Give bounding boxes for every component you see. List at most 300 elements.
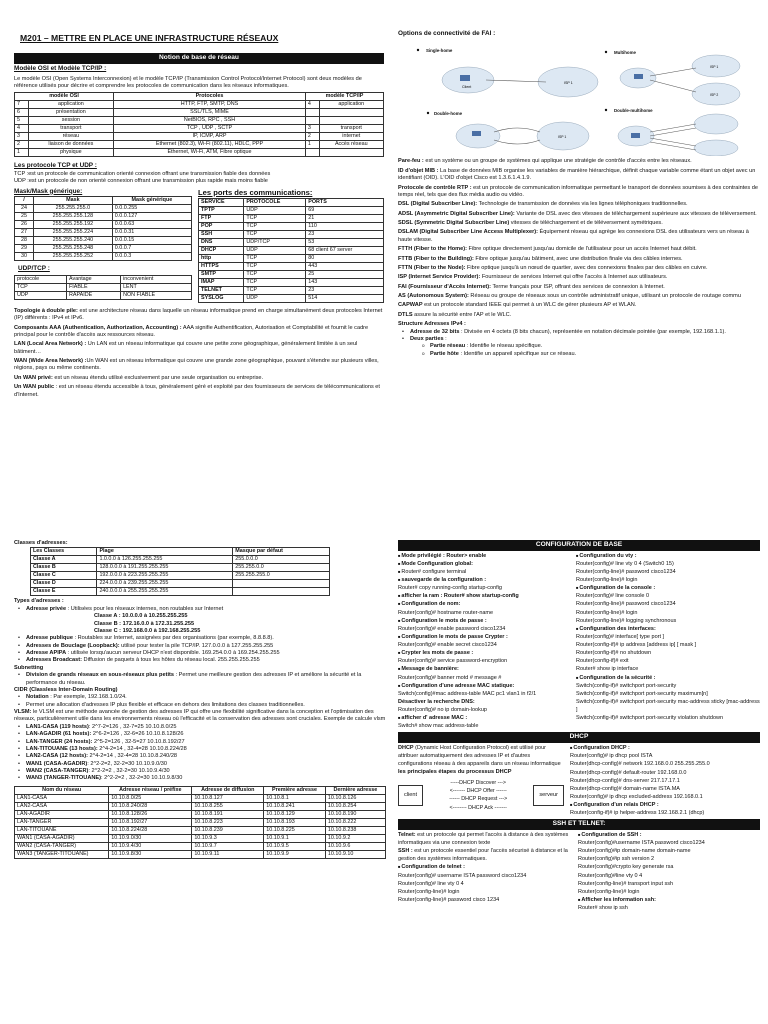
notion-bar: Notion de base de réseau (14, 53, 384, 64)
definition-item: Un WAN public : est un réseau étendu accessible à tous, généralement géré et exploité par des fournisseurs de services de télécommunications et d'Internet. (14, 384, 380, 398)
table-cell: 128.0.0.0 à 191.255.255.255 (97, 564, 233, 572)
table-cell: Classe A (31, 556, 97, 564)
table-cell: UDP (244, 294, 306, 302)
table-cell: 10.10.9.7 (192, 842, 264, 850)
table-cell: 10.10.8.224/28 (109, 826, 192, 834)
table-cell: DNS (199, 238, 244, 246)
osi-col: modèle OSI (15, 93, 114, 101)
classes-col-range: Plage (97, 548, 233, 556)
table-cell: Classe E (31, 588, 97, 596)
table-row (15, 149, 384, 157)
udptcp-col-advantage: Avantage (67, 275, 121, 283)
config-line: ■ Mode privilégié : Router> enable (398, 552, 570, 560)
config-line: ■ Configuration de la console : (576, 584, 760, 592)
table-cell: 27 (15, 229, 34, 237)
table-cell: 255.255.255.0 (233, 572, 330, 580)
private-range-c: Classe C : 192.168.0.0 à 192.168.255.255 (94, 627, 201, 634)
q1-definitions (14, 308, 384, 399)
config-line: Router(config)# line vty 0 4 (Switch0 15) (576, 560, 674, 567)
table-cell: 10.10.8.241 (264, 802, 326, 810)
configuration-section (398, 540, 760, 1014)
table-cell: SYSLOG (199, 294, 244, 302)
table-cell: 6 (15, 109, 29, 117)
udptcp-heading: UDP/TCP : (18, 265, 50, 273)
table-cell: 10.10.9.6 (325, 842, 385, 850)
table-cell: 224.0.0.0 à 239.255.255.255 (97, 580, 233, 588)
table-cell: LAN2-CASA (15, 802, 109, 810)
table-cell: 10.10.9.9 (264, 850, 326, 858)
udptcp-col-protocol: protocole (15, 275, 67, 283)
table-cell: 10.10.8.0/25 (109, 794, 192, 802)
dhcp-process-diagram (398, 779, 564, 812)
table-cell (305, 117, 319, 125)
table-row (31, 580, 330, 588)
table-row (15, 109, 384, 117)
definition-item: WAN (Wide Area Network) :Un WAN est un réseau informatique qui couvre une grande zone géographique, pouvant s'étendre sur plusieurs villes, régions, pays ou même continents. (14, 358, 379, 372)
private-range-a: Classe A : 10.0.0.0 à 10.255.255.255 (94, 613, 188, 620)
definition-item: FTTB (Fiber to the Building): Fibre optique jusqu'au bâtiment, avec une distribution finale via des câbles internes. (398, 255, 683, 262)
dhcp-definition: DHCP (Dynamic Host Configuration Protocol) est utilisé pour attribuer automatiquement des adresses IP et d'autres configurations réseau à des appareils dans un réseau informatique (398, 745, 561, 768)
config-line: ■ Configuration de telnet : (398, 863, 572, 871)
topo-single-home: Single-home (426, 48, 453, 54)
config-line: Router(config)# hostname router-name (398, 609, 494, 616)
config-line: ■ Crypter les mots de passe : (398, 649, 570, 657)
table-cell: UDP/TCP (244, 238, 306, 246)
table-cell: 10.10.9.0/30 (109, 834, 192, 842)
definition-item: Protocole de contrôle RTP : est un protocole de communication informatique permettant le transport de données soumises à des contraintes de temps réel, tels que des flux média audio ou vidéo. (398, 184, 758, 198)
table-cell: TELNET (199, 286, 244, 294)
table-cell (233, 588, 330, 596)
config-line: Router(config-line)# login (576, 609, 638, 616)
definition-item: CAPWAP est un protocole standard IEEE qui permet à un WLC de gérer plusieurs AP et WLAN. (398, 302, 637, 309)
mask-col-prefix: / (15, 197, 34, 205)
table-cell: 10.10.8.223 (192, 818, 264, 826)
dhcp-discover: -----DHCP Discover ---> (450, 779, 507, 786)
cidr-heading: CIDR (Classless Inter-Domain Routing) (14, 686, 118, 693)
table-cell: physique (28, 149, 113, 157)
config-line: Router(config)# line console 0 (576, 593, 650, 600)
table-row (199, 214, 384, 222)
table-cell: Ethernet (802.3), Wi-Fi (802.11), HDLC, PPP (114, 141, 306, 149)
definition-item: SDSL (Symmetric Digital Subscriber Line) vitesses de téléchargement et de téléversement symétriques. (398, 220, 663, 227)
table-cell: SSH (199, 230, 244, 238)
config-line: ■ Mode Configuration global: (398, 560, 570, 568)
isp-label: ISP 1 (564, 81, 573, 86)
table-row (15, 253, 192, 261)
table-cell: 25 (15, 213, 34, 221)
config-line: ■ Configuration le mots de passe : (398, 617, 570, 625)
ipv4-parts: • Deux parties : (398, 336, 760, 343)
table-cell: transport (28, 125, 113, 133)
subnetting-text: • Division de grands réseaux en sous-réseaux plus petits : Permet une meilleure gestion des adresses IP et améliore la sécurité et la performance du réseau. (14, 672, 386, 687)
table-cell: 10.10.9.3 (192, 834, 264, 842)
table-cell: 21 (306, 214, 384, 222)
table-cell: TPTP (199, 206, 244, 214)
isp-label: ISP 2 (710, 93, 719, 98)
config-line: Switch(config)#mac address-table MAC pc1 vlan1 in f2/1 (398, 690, 537, 697)
config-line: Switch# show mac address-table (398, 723, 479, 730)
list-item: • Adresse APIPA : utilisée lorsqu'aucun serveur DHCP n'est disponible. 169.254.0.0 à 169.254.255.255 (14, 650, 386, 657)
table-cell: SMTP (199, 270, 244, 278)
table-row (15, 802, 386, 810)
table-cell: 4 (15, 125, 29, 133)
vlsm-table (14, 786, 386, 859)
table-cell: 10.10.8.193 (264, 818, 326, 826)
config-line: Router(config-line)# logging synchronous (576, 617, 677, 624)
subnetting-heading: Subnetting (14, 664, 44, 671)
list-item: • Adresse publique : Routables sur Internet, assignées par des organisations (par exemple, 8.8.8.8). (14, 635, 386, 642)
table-row (199, 230, 384, 238)
table-cell: 10.10.8.127 (192, 794, 264, 802)
dhcp-offer: <------- DHCP Offer ------ (449, 788, 507, 795)
table-cell: LAN1-CASA (15, 794, 109, 802)
definition-item: DSL (Digital Subscriber Line): Technologie de transmission de données via les lignes téléphoniques traditionnelles. (398, 201, 688, 208)
config-line: Router(config-if)# ip address [address ip] [ mask ] (576, 642, 697, 649)
config-line: Router(config)# banner motd # message # (398, 674, 502, 681)
table-cell: 10.10.8.126 (325, 794, 385, 802)
telnet-config (398, 863, 572, 904)
bullet-icon (605, 109, 607, 111)
ssh-config-column (578, 831, 760, 912)
table-cell (319, 117, 383, 125)
table-row (15, 834, 386, 842)
config-line: ■ afficher la ram : Router# show startup-config (398, 592, 570, 600)
table-cell: 53 (306, 238, 384, 246)
config-line: Router(config-line)# password cisco 1234 (398, 896, 500, 903)
config-line: Switch(config-if)# switchport port-security (576, 682, 677, 689)
table-cell: TCP (244, 270, 306, 278)
dhcp-server-box: serveur (533, 785, 564, 806)
table-cell: 10.10.9.2 (325, 834, 385, 842)
list-item: • LAN-TANGER (24 hosts): 2^5-2=126 , 32-5=27 10.10.8.192/27 (14, 739, 386, 746)
config-right-column (576, 552, 760, 731)
table-cell: 29 (15, 245, 34, 253)
table-cell: 255.0.0.0 (233, 556, 330, 564)
table-cell: 10.10.8.254 (325, 802, 385, 810)
config-line: Router(dhcp-config)# dns-server 217.17.17.1 (570, 777, 680, 784)
ssh-definition: SSH : est un protocole essentiel pour l'accès sécurisé à distance et la gestion des systèmes informatiques. (398, 848, 568, 863)
list-item: • LAN1-CASA (119 hosts): 2^7-2=126 , 32-7=25 10.10.8.0/25 (14, 724, 386, 731)
config-line: ■ sauvegarde de la configuration : (398, 576, 570, 584)
table-cell: TCP (244, 262, 306, 270)
table-cell (319, 109, 383, 117)
udp-definition: UDP :est un protocole de non orienté connexion offrant une transmission plus rapide mais moins fiable (14, 178, 268, 185)
q2-definitions (398, 158, 760, 319)
definition-item: Topologie à double pile: est une architecture réseau dans laquelle un réseau informatique prend en charge simultanément deux protocoles Internet (IP) différents : IPv4 et IPv6. (14, 307, 383, 322)
table-cell: http (199, 254, 244, 262)
table-cell: 10.10.9.11 (192, 850, 264, 858)
config-line: ■ Afficher les information ssh: (578, 896, 760, 904)
definition-item: FAI (Fournisseur d'Accès Internet): Terme français pour ISP, offrant des services de connexion à Internet. (398, 283, 665, 290)
config-line: Router(config)# interface[ type port ] (576, 633, 665, 640)
table-cell (233, 580, 330, 588)
private-ranges (14, 613, 386, 635)
ports-col-service: SERVICE (199, 198, 244, 206)
isp-cloud-icon (694, 140, 738, 156)
table-row (15, 850, 386, 858)
config-line: Router(config)# ip dhcp pool ISTA (570, 753, 653, 760)
table-row (15, 205, 192, 213)
table-cell: 69 (306, 206, 384, 214)
table-cell: 2 (305, 133, 319, 141)
definition-item: DSLAM (Digital Subscriber Line Access Multiplexer): Équipement réseau qui agrège les connexions DSL des utilisateurs vers un réseau à haute vitesse. (398, 229, 749, 243)
classes-table (30, 547, 330, 596)
dhcp-config-column (570, 744, 760, 817)
list-item: • LAN-AGADIR (61 hosts): 2^6-2=126 , 32-6=26 10.10.8.128/26 (14, 731, 386, 738)
config-line: Router(config)# ip dhcp excluded-address 192.168.0.1 (570, 793, 703, 800)
telnet-definition: Telnet: est un protocole qui permet l'accès à distance à des systèmes informatiques via une connexion texte (398, 831, 569, 847)
table-cell: TCP (244, 286, 306, 294)
config-line: Router(config)# enable password cisco1234 (398, 625, 506, 632)
table-cell: Classe B (31, 564, 97, 572)
definition-item: DTLS assure la sécurité entre l'AP et le WLC. (398, 311, 512, 318)
mask-heading: Mask/Mask générique: (14, 187, 83, 195)
config-line: Router(config)#line vty 0 4 (578, 872, 643, 879)
table-cell: 7 (15, 101, 29, 109)
table-cell: NON FIABLE (121, 291, 192, 299)
table-row (15, 117, 384, 125)
table-cell: 0.0.0.3 (112, 253, 191, 261)
dhcp-ack: <-------- DHCP Ack ------- (449, 804, 507, 811)
table-cell: 10.10.8.222 (325, 818, 385, 826)
table-cell: 10.10.8.1 (264, 794, 326, 802)
table-cell: 5 (15, 117, 29, 125)
table-cell: 255.255.255.0 (34, 205, 113, 213)
table-cell: 255.255.255.252 (34, 253, 113, 261)
config-line: Router(config-line)# password cisco1234 (576, 601, 676, 608)
config-line: Switch(config-if)# switchport port-security violation shutdown (576, 715, 724, 722)
ipv4-network-part: o Partie réseau : Identifie le réseau spécifique. (398, 343, 760, 350)
vlsm-col-broadcast: Adresse de diffusion (192, 786, 264, 794)
classes-col-mask: Masque par défaut (233, 548, 330, 556)
table-row (15, 245, 192, 253)
config-line: Router(config)#crypto key generate rsa (578, 864, 674, 871)
config-line: Router(config)#ip domain-name domain-name (578, 848, 691, 855)
config-line: ■ Configuration de SSH : (578, 831, 760, 839)
list-item: • WAN2 (CASA-TANGER): 2^2-2=2 , 32-2=30 10.10.9.4/30 (14, 768, 386, 775)
ports-table (198, 198, 384, 303)
table-row (15, 826, 386, 834)
table-cell: 3 (305, 125, 319, 133)
table-cell: UDP (15, 291, 67, 299)
table-cell: Classe D (31, 580, 97, 588)
table-cell: internet (319, 133, 383, 141)
list-item: • WAN1 (CASA-AGADIR): 2^2-2=2, 32-2=30 10.10.9.0/30 (14, 761, 386, 768)
table-row (31, 564, 330, 572)
table-cell (305, 109, 319, 117)
table-cell: 0.0.0.31 (112, 229, 191, 237)
table-cell: 255.255.255.192 (34, 221, 113, 229)
protocols-col: Protocoles (114, 93, 306, 101)
vlsm-col-name: Nom du réseau (15, 786, 109, 794)
config-line: Router(config-line)# login (578, 888, 640, 895)
config-line: Router(dhcp-config)# default-router 192.168.0.0 (570, 769, 687, 776)
config-line: ■ Configuration du vty : (576, 552, 760, 560)
config-bar: CONFIGURATION DE BASE (398, 540, 760, 551)
table-cell: 192.0.0.0 à 223.255.255.255 (97, 572, 233, 580)
table-cell: présentation (28, 109, 113, 117)
table-cell: 10.10.8.225 (264, 826, 326, 834)
table-cell: 255.255.255.248 (34, 245, 113, 253)
definition-item: AS (Autonomous System): Réseau ou groupe de réseaux sous un contrôle administratif unique, utilisant un protocole de routage commu (398, 293, 741, 300)
table-cell: 10.10.8.238 (325, 826, 385, 834)
table-cell: 23 (306, 230, 384, 238)
router-icon (460, 75, 470, 81)
config-line: ■ Message de bannière: (398, 665, 570, 673)
list-item: • Adresses Broadcast: Diffusion de paquets à tous les hôtes du réseau local. 255.255.255.255 (14, 657, 386, 664)
table-cell: IP, ICMP, ARP (114, 133, 306, 141)
address-types (14, 635, 386, 665)
list-item: • LAN-TITOUANE (13 hosts): 2^4-2=14 , 32-4=28 10.10.8.224/28 (14, 746, 386, 753)
definition-item: LAN (Local Area Network) : Un LAN est un réseau informatique qui couvre une petite zone géographique, généralement limitée à un seul bâtiment… (14, 341, 358, 355)
table-cell: 26 (15, 221, 34, 229)
table-cell: application (28, 101, 113, 109)
config-line: Router(config)# enable secret cisco1234 (398, 642, 497, 649)
config-line: Désactiver la recherche DNS: (398, 698, 475, 705)
definition-item: ISP (Internet Service Provider): Fournisseur de services Internet qui offre l'accès à Internet aux utilisateurs. (398, 274, 668, 281)
table-cell: WAN3 (TANGER-TITOUANE) (15, 850, 109, 858)
table-row (199, 238, 384, 246)
table-cell: 10.10.9.1 (264, 834, 326, 842)
config-line: Router(config)# username ISTA password cisco1234 (398, 872, 527, 879)
table-cell: 10.10.8.239 (192, 826, 264, 834)
ipv4-host-part: o Partie hôte : Identifie un appareil spécifique sur ce réseau. (398, 351, 760, 358)
classes-col-class: Les Classes (31, 548, 97, 556)
config-line: ■ Configuration de la sécurité : (576, 674, 760, 682)
config-line: ■ Configuration d'un relais DHCP : (570, 801, 760, 809)
client-label: Client (462, 85, 472, 90)
table-cell: session (28, 117, 113, 125)
cidr-flexibility: • Permet une allocation d'adresses IP plus flexible et efficace en dehors des limitations des classes traditionnelles. (14, 702, 386, 709)
table-row (199, 222, 384, 230)
addressing-section (14, 540, 386, 1016)
vlsm-col-last: Dernière adresse (325, 786, 385, 794)
config-line: ■ Configuration d'une adresse MAC statique: (398, 682, 570, 690)
table-cell: 24 (15, 205, 34, 213)
table-cell: 143 (306, 278, 384, 286)
table-cell: LAN-TITOUANE (15, 826, 109, 834)
isp-label: ISP 1 (558, 135, 567, 140)
config-line: Router# show ip interface (576, 666, 639, 673)
definition-item: ID d'objet MIB : La base de données MIB organise les variables de manière hiérarchique, définit chaque variable comme étant un objet avec un identifiant (OID). L'OID d'objet Cisco est 1.3.6.1.4.1.9. (398, 167, 756, 182)
table-cell: TCP , UDP , SCTP (114, 125, 306, 133)
table-cell: FTP (199, 214, 244, 222)
config-line: ■ afficher d' adresse MAC : (398, 714, 570, 722)
private-address: • Adresse privée : Utilisées pour les réseaux internes, non routables sur Internet (14, 606, 386, 613)
table-row (199, 262, 384, 270)
table-row (15, 133, 384, 141)
table-row (15, 810, 386, 818)
table-cell: 10.10.8.240/28 (109, 802, 192, 810)
router-icon (634, 74, 643, 79)
table-cell: 10.10.8.128/26 (109, 810, 192, 818)
table-cell: Ethernet, Wi-Fi, ATM, Fibre optique (114, 149, 306, 157)
table-cell (319, 149, 383, 157)
isp-topology-diagram (398, 38, 760, 156)
table-row (15, 229, 192, 237)
isp-cloud-icon (694, 114, 738, 134)
tcp-definition: TCP :est un protocole de communication orienté connexion offrant une transmission fiable des données (14, 170, 271, 177)
topo-double-multihome: Double-multihome (614, 108, 653, 114)
table-row (15, 237, 192, 245)
private-range-b: Classe B : 172.16.0.0 à 172.31.255.255 (94, 620, 195, 627)
table-row (15, 842, 386, 850)
osi-table (14, 92, 384, 157)
config-line: Router(config)#username ISTA password cisco1234 (578, 840, 705, 847)
table-cell: TCP (244, 254, 306, 262)
table-cell: 10.10.8.191 (192, 810, 264, 818)
table-cell: LENT (121, 283, 192, 291)
table-row (199, 254, 384, 262)
table-cell: 2 (15, 141, 29, 149)
config-line: Router(config-line)# login (398, 888, 460, 895)
classes-heading: Classes d'adresses: (14, 540, 68, 546)
table-cell: 10.10.8.255 (192, 802, 264, 810)
config-line: Router(config-line)# transport input ssh (578, 880, 674, 887)
table-cell: 1 (305, 141, 319, 149)
cidr-notation: • Notation : Par exemple, 192.168.1.0/24. (14, 694, 386, 701)
table-cell: TCP (15, 283, 67, 291)
table-cell: 255.255.255.128 (34, 213, 113, 221)
table-cell (305, 149, 319, 157)
table-row (15, 141, 384, 149)
table-row (31, 588, 330, 596)
table-cell: LAN-TANGER (15, 818, 109, 826)
ipv4-bits: • Adresse de 32 bits : Divisée en 4 octets (8 bits chacun), représentée en notation décimale pointée (par exemple, 192.168.1.1). (398, 329, 760, 336)
table-cell: POP (199, 222, 244, 230)
osi-text: Le modèle OSI (Open Systems Interconnexion) et le modèle TCP/IP (Transmission Control Protocol/Internet Protocol) sont deux modèles de référence utilisés pour décrire et comprendre les protocoles de communication dans les réseaux informatiques. (14, 75, 362, 89)
table-cell: 1.0.0.0 à 126.255.255.255 (97, 556, 233, 564)
vlsm-col-network: Adresse réseau / préfixe (109, 786, 192, 794)
table-cell: 10.10.9.5 (264, 842, 326, 850)
table-cell: 10.10.8.192/27 (109, 818, 192, 826)
config-line: ■ Configuration DHCP : (570, 744, 760, 752)
table-cell: RAPAIDE (67, 291, 121, 299)
osi-heading: Modèle OSI et Modèle TCP/IP : (14, 65, 107, 73)
config-line: Router(dhcp-config)# domain-name ISTA.MA (570, 785, 680, 792)
mask-col-mask: Mask (34, 197, 113, 205)
dhcp-bar: DHCP (398, 732, 760, 743)
table-cell: UDP (244, 206, 306, 214)
table-row (15, 283, 192, 291)
config-line: Router# show ip ssh (578, 905, 628, 912)
vlsm-items (14, 724, 386, 783)
table-cell: 443 (306, 262, 384, 270)
table-cell: HTTP, FTP, SMTP, DNS (114, 101, 306, 109)
ports-col-protocol: PROTOCOLE (244, 198, 306, 206)
config-line: Router(config-if)# no shutdown (576, 650, 652, 657)
table-cell: réseau (28, 133, 113, 141)
table-cell: 23 (306, 286, 384, 294)
table-cell: 10.10.9.8/30 (109, 850, 192, 858)
table-cell: 0.0.0.7 (112, 245, 191, 253)
config-line: Switch(config-if)# switchport port-security maximum[n] (576, 690, 708, 697)
table-cell: 0.0.0.63 (112, 221, 191, 229)
ssh-bar: SSH ET TELNET: (398, 819, 760, 830)
bullet-icon (605, 51, 607, 53)
table-cell: 255.255.255.224 (34, 229, 113, 237)
table-row (199, 286, 384, 294)
table-cell: 10.10.9.4/30 (109, 842, 192, 850)
table-row (199, 270, 384, 278)
udptcp-col-drawback: inconvenient (121, 275, 192, 283)
table-row (199, 294, 384, 302)
table-row (31, 572, 330, 580)
table-cell: 0.0.0.15 (112, 237, 191, 245)
table-row (199, 246, 384, 254)
table-cell: 10.10.8.190 (325, 810, 385, 818)
config-line: ■ Router# configure terminal (398, 568, 570, 576)
